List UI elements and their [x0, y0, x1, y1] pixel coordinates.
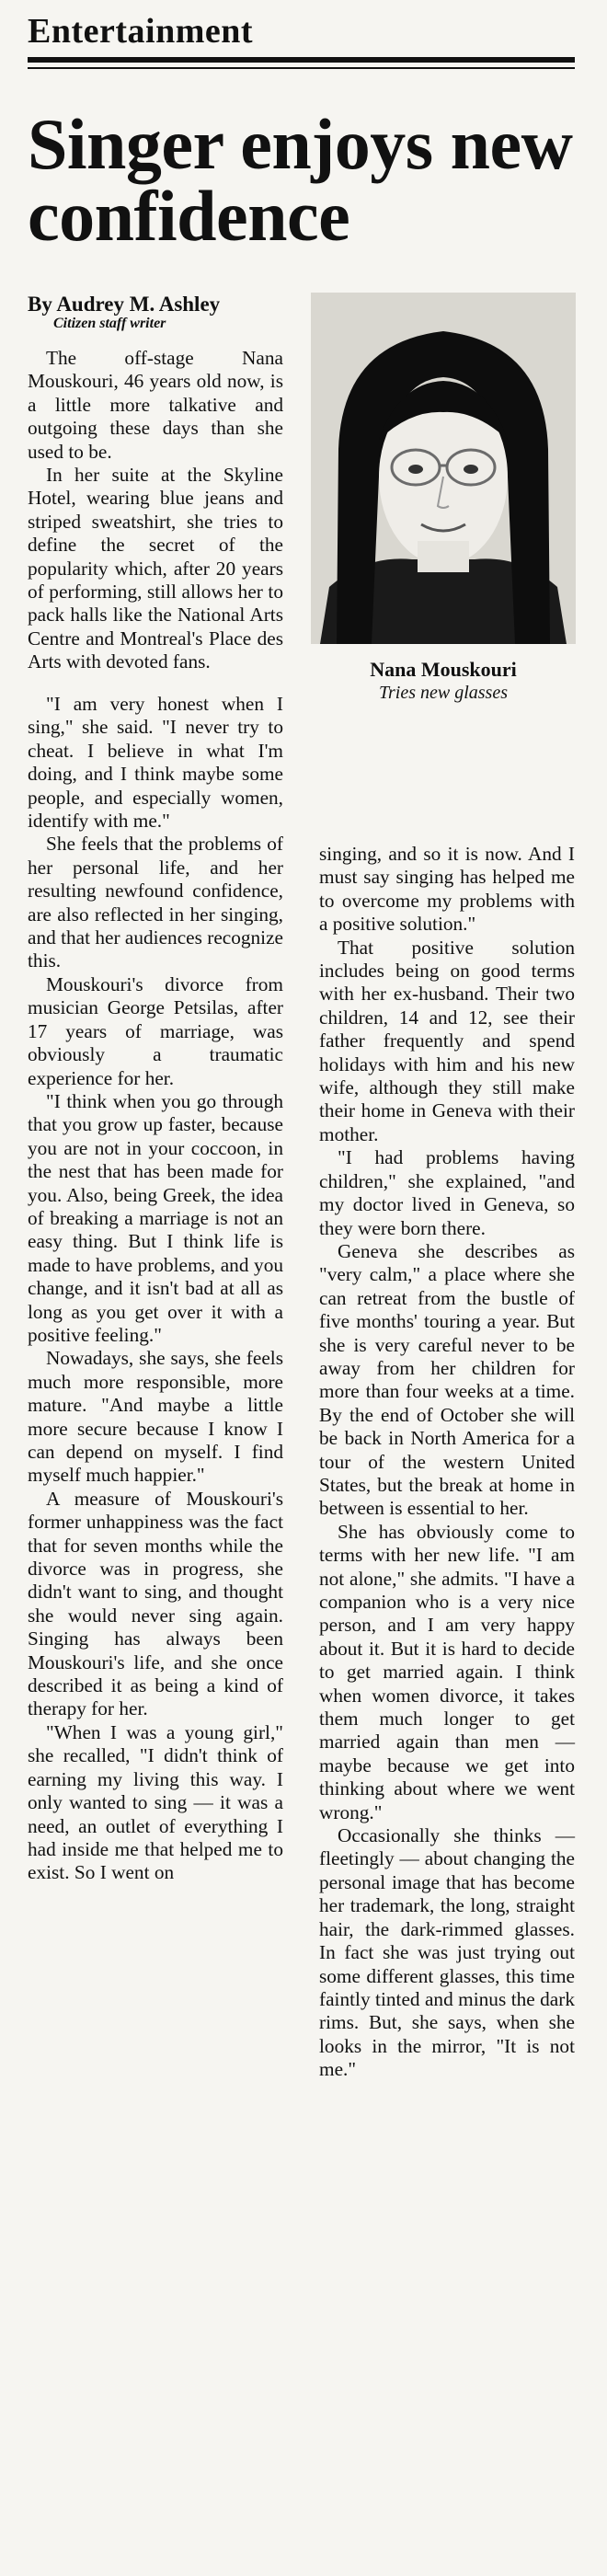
- byline-role: Citizen staff writer: [53, 316, 166, 331]
- paragraph: That positive solution includes being on good terms with her ex-husband. Their two children, 14 and 12, see their father frequently and spend holidays with him and his new wife, although they still make their home in Geneva with their mother.: [319, 936, 575, 1145]
- photo-caption-text: Tries new glasses: [378, 683, 509, 703]
- paragraph: "I had problems having children," she explained, "and my doctor lived in Geneva, so they were born there.: [319, 1146, 575, 1239]
- paragraph: Mouskouri's divorce from musician George Petsilas, after 17 years of marriage, was obviously a traumatic experience for her.: [28, 972, 283, 1089]
- paragraph: The off-stage Nana Mouskouri, 46 years old now, is a little more talkative and outgoing these days than she used to be.: [28, 347, 283, 463]
- paragraph: "I think when you go through that you grow up faster, because you are not in your coccoon, in the nest that has been made for you. Also, being Greek, the idea of breaking a marriage is not an easy thing. But I think life is made to have problems, and you change, and it isn't bad at all as long as you get over it with a positive feeling.": [28, 1089, 283, 1346]
- paragraph: She feels that the problems of her personal life, and her resulting newfound confidence, are also reflected in her singing, and that her audiences recognize this.: [28, 833, 283, 972]
- paragraph: Nowadays, she says, she feels much more responsible, more mature. "And maybe a little more secure because I know I can depend on myself. I find myself much happier.": [28, 1347, 283, 1487]
- byline-author: By Audrey M. Ashley: [28, 293, 221, 316]
- article-column-1-top: [28, 347, 283, 674]
- article-column-1-bottom: [28, 693, 283, 1885]
- paragraph: In her suite at the Skyline Hotel, wearing blue jeans and striped sweatshirt, she tries to define the secret of the popularity which, after 20 years of performing, still allows her to pack halls like the National Arts Centre and Montreal's Place des Arts with devoted fans.: [28, 464, 283, 673]
- paragraph: A measure of Mouskouri's former unhappiness was the fact that for seven months while the divorce was in progress, she didn't want to sing, and thought she would never sing again. Singing has always been Mouskouri's life, and she once described it as being a kind of therapy for her.: [28, 1487, 283, 1720]
- paragraph: "I am very honest when I sing," she said. "I never try to cheat. I believe in what I'm doing, and I think maybe some people, and especially women, identify with me.": [28, 693, 283, 833]
- section-rule-thick: [28, 57, 575, 63]
- portrait-photo: [311, 293, 576, 644]
- paragraph: She has obviously come to terms with her new life. "I am not alone," she admits. "I have a companion who is a very nice person, and I am very happy about it. But it is hard to decide to get married again. I think when women divorce, it takes them much longer to get married again than men — maybe because we get into thinking about where we went wrong.": [319, 1520, 575, 1823]
- photo-caption-name: Nana Mouskouri: [370, 658, 517, 681]
- headline: Singer enjoys new confidence: [28, 104, 573, 256]
- paragraph: Occasionally she thinks — fleetingly — about changing the personal image that has become her trademark, the long, straight hair, the dark-rimmed glasses. In fact she was just trying out some different glasses, this time faintly tinted and minus the dark rims. But, she says, when she looks in the mirror, "It is not me.": [319, 1824, 575, 2081]
- paragraph: Geneva she describes as "very calm," a place where she can retreat from the bustle of five months' touring a year. But she is very careful never to be away from her children for more than four weeks at a time. By the end of October she will be back in North America for a tour of the western United States, but the break at home in between is essential to her.: [319, 1239, 575, 1520]
- paragraph: "When I was a young girl," she recalled, "I didn't think of earning my living this way. I only wanted to sing — it was a need, an outlet of everything I had inside me that helped me to exist. So I went on: [28, 1720, 283, 1884]
- paragraph: singing, and so it is now. And I must say singing has helped me to overcome my problems with a positive solution.": [319, 843, 575, 936]
- section-label: Entertainment: [28, 12, 254, 51]
- section-rule-thin: [28, 67, 575, 69]
- article-column-2: [319, 843, 575, 2082]
- portrait-image: [311, 293, 576, 644]
